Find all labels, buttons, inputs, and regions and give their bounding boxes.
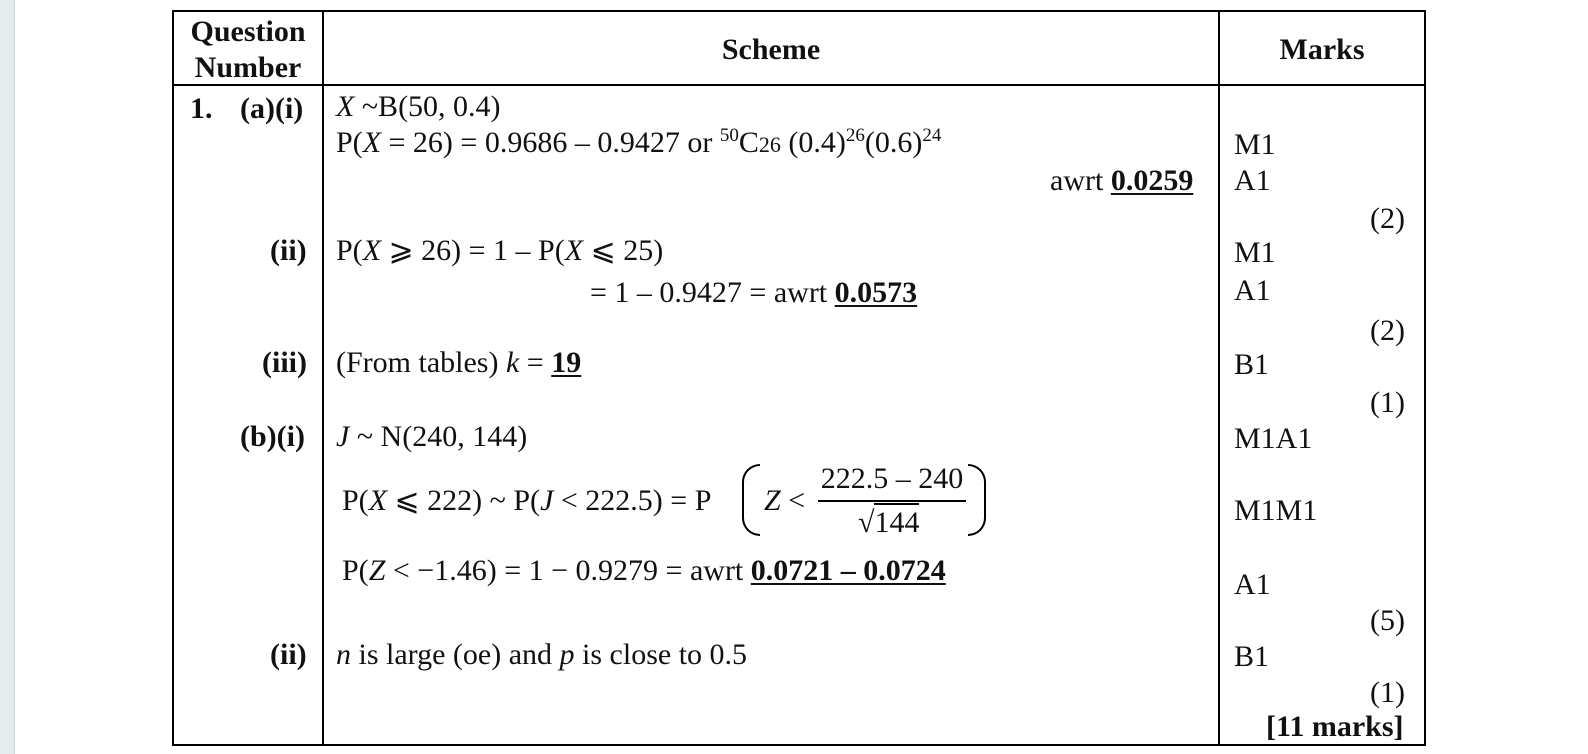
text-part: < −1.46) = 1 − 0.9279 = awrt	[385, 554, 751, 587]
text-part: P(	[336, 126, 363, 159]
less-than: <	[780, 484, 806, 517]
var-n: n	[336, 638, 351, 671]
part-label-a-ii: (ii)	[270, 234, 307, 267]
scheme-a-i-probability	[336, 126, 941, 162]
var-p: p	[559, 638, 575, 671]
part-label-b-ii: (ii)	[270, 638, 307, 671]
mark-b-i-a1: A1	[1234, 568, 1271, 601]
text-part: (From tables)	[336, 346, 506, 379]
var-j: J	[336, 420, 350, 453]
mark-a-iii-b1: B1	[1234, 348, 1270, 381]
column-divider-2	[1218, 12, 1220, 744]
text-part: P(	[336, 234, 363, 267]
mark-b-ii-b1: B1	[1234, 640, 1270, 673]
fraction-denominator	[858, 506, 919, 540]
right-parenthesis	[968, 464, 986, 536]
part-label-a-i: (a)(i)	[240, 92, 304, 125]
ncr-superscript: 50	[719, 125, 739, 146]
mark-b-i-m1a1: M1A1	[1234, 422, 1313, 455]
sqrt-radicand: 144	[874, 503, 919, 539]
sqrt-symbol: √	[858, 506, 875, 539]
scheme-a-iii	[336, 346, 581, 380]
question-number: 1.	[190, 92, 213, 125]
text-part: ~ N(240, 144)	[349, 420, 528, 453]
text-part: ⩾ 26) = 1 – P(	[381, 234, 565, 267]
left-margin-strip	[0, 0, 15, 754]
base-2: (0.6)	[864, 126, 923, 159]
header-question-line2: Number	[194, 51, 302, 84]
awrt-label: awrt	[1050, 164, 1111, 197]
header-marks: Marks	[1279, 33, 1365, 66]
exponent-1: 26	[845, 125, 865, 146]
text-part: =	[519, 346, 552, 379]
var-k: k	[505, 346, 520, 379]
left-parenthesis	[742, 464, 760, 536]
text-part: < 222.5) = P	[553, 484, 712, 517]
dist-text: ~B(50, 0.4)	[354, 90, 501, 123]
mark-a-ii-a1: A1	[1234, 274, 1271, 307]
mark-a-i-total: (2)	[1370, 202, 1405, 235]
var-x: X	[362, 126, 382, 159]
mark-b-i-m1m1: M1M1	[1234, 494, 1318, 527]
scheme-b-i-z-expression	[764, 484, 805, 518]
fraction-numerator: 222.5 – 240	[820, 462, 964, 495]
scheme-b-i-distribution	[336, 420, 527, 454]
var-x: X	[564, 234, 584, 267]
var-x: X	[362, 234, 382, 267]
mark-a-iii-total: (1)	[1370, 386, 1405, 419]
header-divider	[174, 84, 1424, 86]
text-part: is close to 0.5	[574, 638, 748, 671]
scheme-b-i-result	[342, 554, 946, 588]
text-part: = 1 – 0.9427 = awrt	[590, 276, 835, 309]
text-part: ⩽ 25)	[583, 234, 664, 267]
ncr-subscript: 26	[758, 132, 781, 157]
text-part: = 26) = 0.9686 – 0.9427 or	[381, 126, 720, 159]
scheme-b-i-continuity-correction	[342, 484, 711, 518]
mark-a-i-m1: M1	[1234, 128, 1276, 161]
header-question-line1: Question	[190, 15, 306, 48]
ncr-c: C	[738, 126, 759, 159]
header-question-number	[174, 14, 322, 86]
exponent-2: 24	[922, 125, 942, 146]
mark-b-i-total: (5)	[1370, 604, 1405, 637]
part-label-a-iii: (iii)	[262, 346, 307, 379]
var-z: Z	[368, 554, 386, 587]
mark-scheme-table	[172, 10, 1426, 746]
fraction-bar	[818, 500, 966, 502]
mark-a-i-a1: A1	[1234, 164, 1271, 197]
column-divider-1	[322, 12, 324, 744]
var-x: X	[336, 90, 355, 123]
header-scheme: Scheme	[721, 33, 821, 66]
mark-a-ii-total: (2)	[1370, 314, 1405, 347]
scheme-a-i-answer-line	[1050, 164, 1193, 198]
scheme-b-ii	[336, 638, 747, 672]
mark-b-ii-total: (1)	[1370, 676, 1405, 709]
answer-b-i: 0.0721 – 0.0724	[750, 554, 946, 587]
answer-a-iii: 19	[551, 346, 582, 379]
grand-total-marks: [11 marks]	[1266, 710, 1404, 743]
mark-a-ii-m1: M1	[1234, 236, 1276, 269]
text-part: is large (oe) and	[351, 638, 560, 671]
text-part: P(	[342, 554, 369, 587]
answer-a-ii: 0.0573	[834, 276, 918, 309]
scheme-a-ii-line1	[336, 234, 663, 268]
var-z: Z	[764, 484, 781, 517]
base-1: (0.4)	[780, 126, 846, 159]
answer-a-i: 0.0259	[1110, 164, 1194, 197]
scheme-a-ii-line2	[590, 276, 917, 310]
text-part: P(	[342, 484, 369, 517]
part-label-b-i: (b)(i)	[240, 420, 305, 453]
var-x: X	[368, 484, 388, 517]
scheme-a-i-distribution	[336, 90, 501, 124]
var-j: J	[540, 484, 554, 517]
text-part: ⩽ 222) ~ P(	[387, 484, 541, 517]
